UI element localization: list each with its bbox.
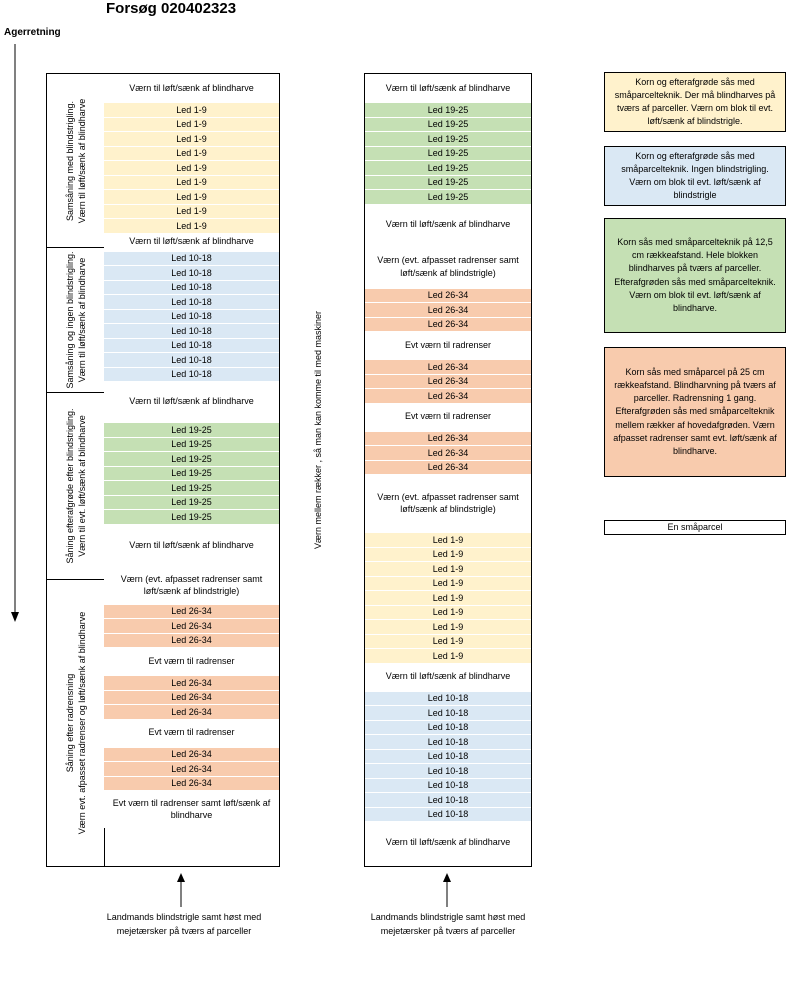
left-plot-row: Led 26-34 [104,704,279,719]
right-plot-row: Led 26-34 [365,460,531,475]
treatment-section-label [63,408,87,563]
left-plot-row: Led 10-18 [104,309,279,324]
legend-item: Korn og efterafgrøde sås med småparcelteknik. Ingen blindstrigling. Værn om blok til evt. løft/sænk af blindstrigle [604,146,786,206]
right-guard-row: Værn (evt. afpasset radrenser samt løft/sænk af blindstrigle) [365,474,531,532]
left-guard-row: Værn til løft/sænk af blindharve [104,524,279,567]
middle-guard-label: Værn mellem rækker , så man kan komme til med maskiner [313,310,323,550]
left-plot-row: Led 1-9 [104,204,279,219]
left-plot-row: Led 1-9 [104,175,279,190]
left-plot-row: Led 10-18 [104,280,279,295]
left-field-column [46,73,280,867]
left-guard-row: Værn til løft/sænk af blindharve [104,233,279,251]
treatment-section-label [63,251,87,388]
treatment-label-line2: Værn til evt. løft/sænk af blindharve [76,415,87,557]
treatment-section [47,74,104,248]
right-plot-row: Led 19-25 [365,117,531,132]
right-plot-row: Led 10-18 [365,691,531,706]
left-plot-row: Led 19-25 [104,495,279,510]
left-plot-row: Led 1-9 [104,218,279,233]
left-plot-row: Led 1-9 [104,131,279,146]
direction-label: Agerretning [4,27,61,38]
left-plot-row: Led 26-34 [104,633,279,648]
right-plot-row: Led 1-9 [365,634,531,649]
treatment-label-line2: Værn til løft/sænk af blindharve [76,98,87,223]
left-plot-rows [104,74,279,866]
left-guard-row: Evt værn til radrenser [104,647,279,675]
right-plot-row: Led 26-34 [365,445,531,460]
left-plot-row: Led 10-18 [104,294,279,309]
right-plot-row: Led 26-34 [365,431,531,446]
right-plot-row: Led 19-25 [365,189,531,204]
right-plot-row: Led 19-25 [365,131,531,146]
left-plot-row: Led 1-9 [104,102,279,117]
left-plot-row: Led 10-18 [104,251,279,266]
treatment-label-line1: Såning efter radrensning [64,673,75,773]
right-plot-row: Led 26-34 [365,388,531,403]
left-plot-row: Led 26-34 [104,604,279,619]
left-plot-row: Led 26-34 [104,675,279,690]
left-plot-row: Led 1-9 [104,117,279,132]
left-plot-row: Led 19-25 [104,480,279,495]
left-plot-row: Led 26-34 [104,618,279,633]
left-plot-row: Led 19-25 [104,451,279,466]
right-plot-row: Led 10-18 [365,792,531,807]
right-guard-row: Værn til løft/sænk af blindharve [365,821,531,863]
right-plot-row: Led 10-18 [365,705,531,720]
right-plot-rows [365,74,531,866]
left-guard-row: Værn til løft/sænk af blindharve [104,74,279,102]
right-plot-row: Led 10-18 [365,763,531,778]
right-guard-row: Værn til løft/sænk af blindharve [365,74,531,102]
down-arrow-icon [10,44,20,622]
right-plot-row: Led 1-9 [365,576,531,591]
right-plot-row: Led 1-9 [365,605,531,620]
right-plot-row: Led 10-18 [365,734,531,749]
treatment-label-line2: Værn evt. afpasset radrenser og løft/sænk af blindharve [76,611,87,835]
right-plot-row: Led 10-18 [365,778,531,793]
right-guard-row: Evt værn til radrenser [365,403,531,431]
page-title: Forsøg 020402323 [106,0,237,17]
treatment-section-label [63,612,87,835]
treatment-label-line2: Værn til løft/sænk af blindharve [76,257,87,383]
right-plot-row: Led 1-9 [365,561,531,576]
right-plot-row: Led 1-9 [365,619,531,634]
left-guard-row: Værn til løft/sænk af blindharve [104,381,279,422]
right-plot-row: Led 19-25 [365,102,531,117]
left-plot-row: Led 10-18 [104,323,279,338]
left-plot-row: Led 10-18 [104,367,279,382]
left-plot-row: Led 19-25 [104,422,279,437]
left-plot-row: Led 19-25 [104,466,279,481]
treatment-label-line1: Samsåning med blindstrigling. [64,100,75,221]
left-plot-row: Led 1-9 [104,146,279,161]
right-plot-row: Led 10-18 [365,720,531,735]
bottom-caption-right: Landmands blindstrigle samt høst med mejetærsker på tværs af parceller [370,912,526,936]
left-plot-row: Led 26-34 [104,747,279,762]
right-plot-row: Led 1-9 [365,532,531,547]
legend-item: Korn sås med småparcel på 25 cm rækkeafstand. Blindharvning på tværs af parceller. Radrensning 1 gang. Efterafgrøden sås med småparcelteknik mellem rækker af hovedafgrøden. Værn afpasset radrenser samt evt. løft/sænk af blindharve. [604,347,786,477]
right-plot-row: Led 10-18 [365,749,531,764]
left-plot-row: Led 26-34 [104,690,279,705]
right-guard-row: Værn til løft/sænk af blindharve [365,663,531,691]
right-plot-row: Led 10-18 [365,807,531,822]
right-plot-row: Led 1-9 [365,590,531,605]
right-plot-row: Led 19-25 [365,175,531,190]
legend-item: En småparcel [604,520,786,535]
left-plot-row: Led 1-9 [104,189,279,204]
right-guard-row: Værn til løft/sænk af blindharve [365,204,531,246]
treatment-section [47,393,104,580]
treatment-section [47,580,104,866]
up-arrow-icon [176,873,186,907]
left-plot-row: Led 26-34 [104,761,279,776]
treatment-label-line1: Såning efterafgrøde efter blindstrigling. [64,408,75,564]
right-plot-row: Led 1-9 [365,547,531,562]
left-plot-row: Led 10-18 [104,352,279,367]
left-guard-row: Evt værn til radrenser samt løft/sænk af blindharve [104,790,279,828]
right-plot-row: Led 26-34 [365,302,531,317]
left-guard-row: Evt værn til radrenser [104,719,279,747]
right-guard-row: Værn (evt. afpasset radrenser samt løft/sænk af blindstrigle) [365,246,531,288]
right-plot-row: Led 26-34 [365,359,531,374]
right-plot-row: Led 26-34 [365,317,531,332]
up-arrow-icon [442,873,452,907]
left-plot-row: Led 26-34 [104,776,279,791]
left-plot-row: Led 19-25 [104,437,279,452]
right-plot-row: Led 19-25 [365,160,531,175]
left-plot-row: Led 19-25 [104,509,279,524]
left-plot-row: Led 10-18 [104,265,279,280]
left-plot-row: Led 10-18 [104,338,279,353]
left-plot-row: Led 1-9 [104,160,279,175]
treatment-label-line1: Samsåning og ingen blindstrigling. [64,251,75,389]
right-field-column [364,73,532,867]
right-plot-row: Led 19-25 [365,146,531,161]
bottom-caption-left: Landmands blindstrigle samt høst med mejetærsker på tværs af parceller [106,912,262,936]
legend-item: Korn sås med småparcelteknik på 12,5 cm rækkeafstand. Hele blokken blindharves på tværs af parceller. Efterafgrøden sås med småparcelteknik. Værn om blok til evt. løft/sænk af blindharve. [604,218,786,333]
legend-item: Korn og efterafgrøde sås med småparcelteknik. Der må blindharves på tværs af parceller. Værn om blok til evt. løft/sænk af blindstrigle. [604,72,786,132]
treatment-sidebar [47,74,105,866]
right-guard-row: Evt værn til radrenser [365,331,531,359]
left-guard-row: Værn (evt. afpasset radrenser samt løft/sænk af blindstrigle) [104,567,279,604]
right-plot-row: Led 26-34 [365,374,531,389]
right-plot-row: Led 1-9 [365,648,531,663]
right-plot-row: Led 26-34 [365,288,531,303]
treatment-section [47,248,104,393]
treatment-section-label [63,98,87,223]
